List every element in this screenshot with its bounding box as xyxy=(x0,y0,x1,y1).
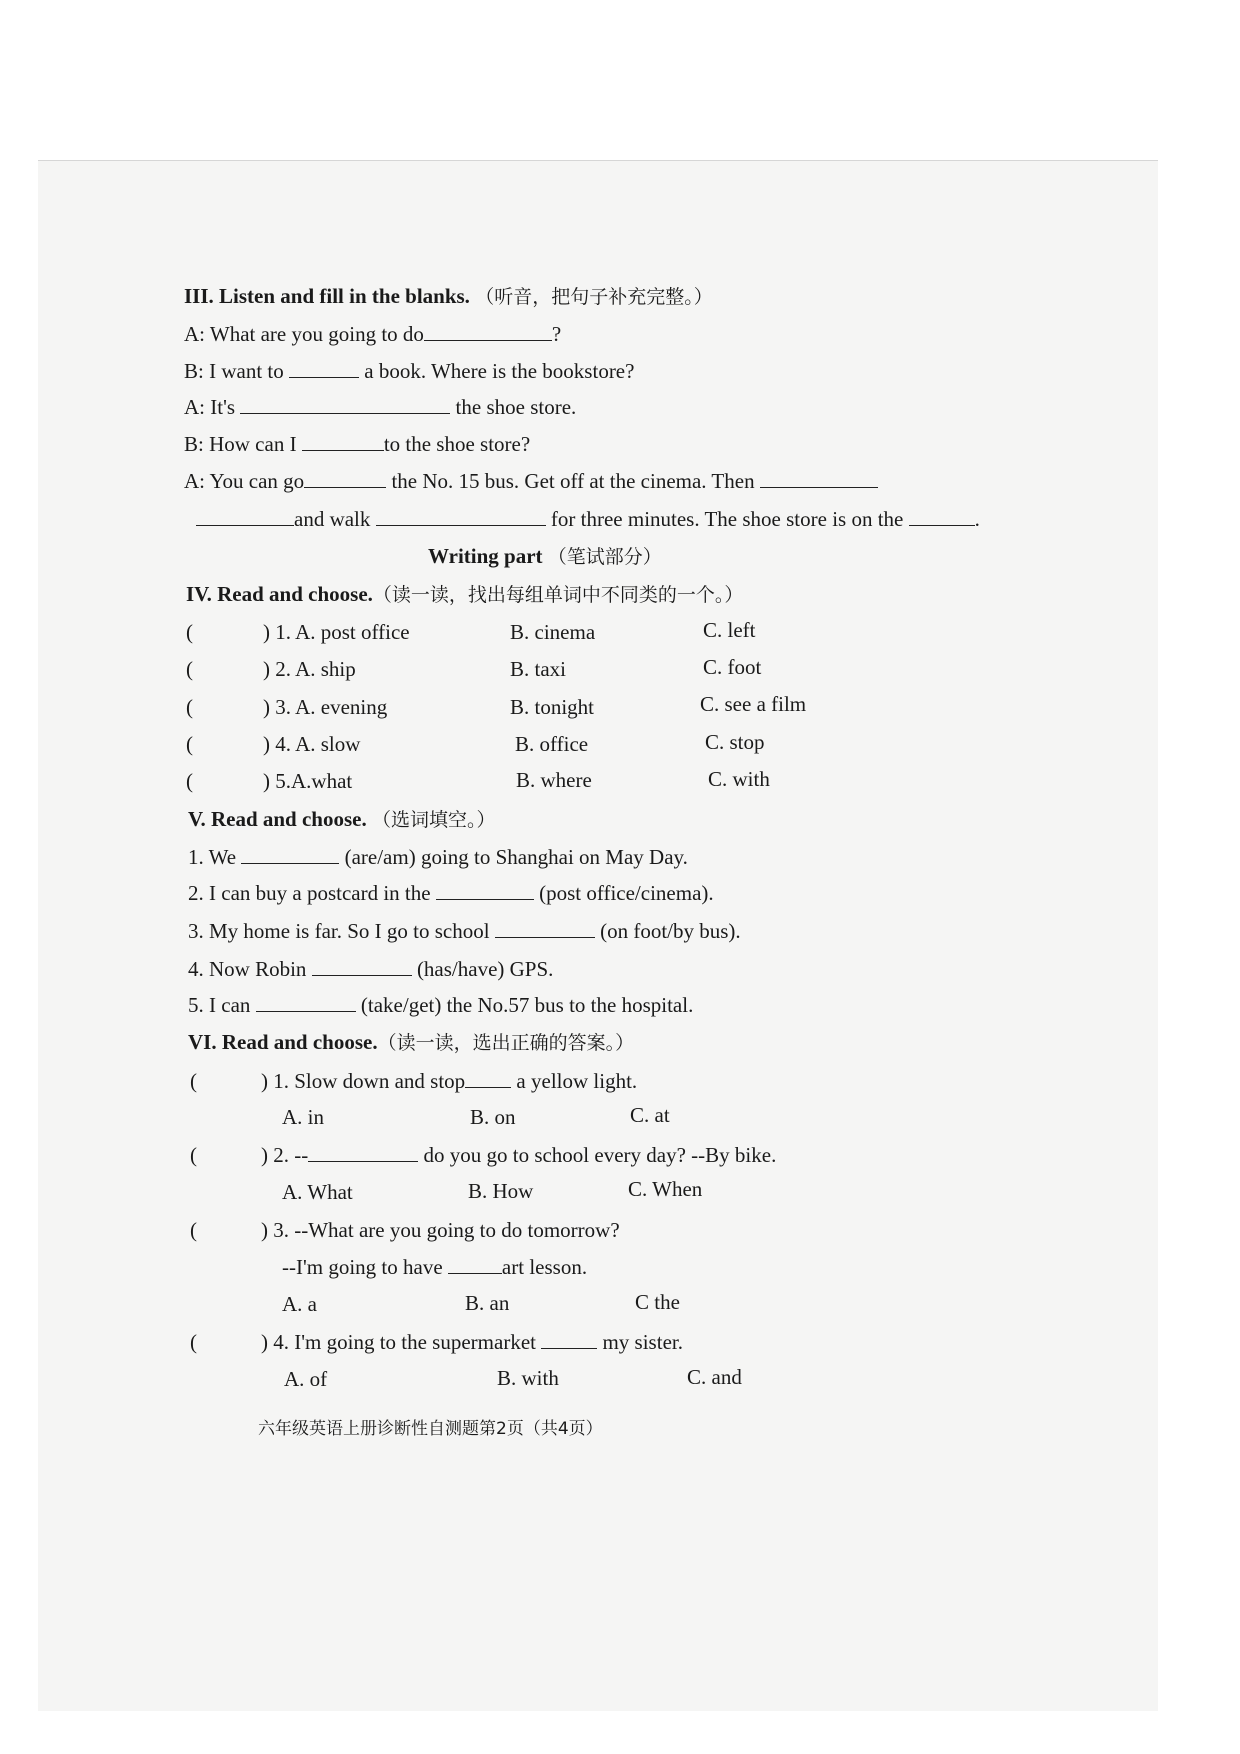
option-c: C. at xyxy=(630,1103,670,1127)
option-c: C. left xyxy=(703,618,756,642)
section-3-heading: III. Listen and fill in the blanks. （听音，把句子补充完整。） xyxy=(184,284,713,308)
answer-blank[interactable] xyxy=(304,467,386,488)
option-b: B. with xyxy=(497,1366,559,1390)
option-b: B. where xyxy=(516,768,592,792)
answer-blank[interactable] xyxy=(289,357,359,378)
answer-blank[interactable] xyxy=(241,843,339,864)
option-c: C. stop xyxy=(705,730,765,754)
option-c: C the xyxy=(635,1290,680,1314)
option-c: C. with xyxy=(708,767,770,791)
answer-blank[interactable] xyxy=(312,955,412,976)
mc-question-3: ( ) 3. --What are you going to do tomorrow? xyxy=(190,1218,620,1242)
option-c: C. and xyxy=(687,1365,742,1389)
mc-question-3-answer-line: --I'm going to have art lesson. xyxy=(282,1255,588,1279)
fill-item: 4. Now Robin (has/have) GPS. xyxy=(188,957,554,981)
page-footer: 六年级英语上册诊断性自测题第2页（共4页） xyxy=(258,1419,603,1439)
answer-blank[interactable] xyxy=(465,1067,511,1088)
dialog-line-2: B: I want to a book. Where is the bookstore? xyxy=(184,359,635,383)
answer-blank[interactable] xyxy=(240,393,450,414)
section-5-heading: V. Read and choose. （选词填空。） xyxy=(188,807,496,831)
answer-blank[interactable] xyxy=(376,505,546,526)
answer-blank[interactable] xyxy=(424,320,552,341)
option-b: B. How xyxy=(468,1179,534,1203)
fill-item: 3. My home is far. So I go to school (on foot/by bus). xyxy=(188,919,741,943)
fill-item: 2. I can buy a postcard in the (post office/cinema). xyxy=(188,881,714,905)
option-b: B. on xyxy=(470,1105,516,1129)
option-c: C. foot xyxy=(703,655,762,679)
answer-blank[interactable] xyxy=(495,917,595,938)
option-b: B. an xyxy=(465,1291,510,1315)
option-b: B. tonight xyxy=(510,695,595,719)
answer-blank[interactable] xyxy=(308,1141,418,1162)
section-6-heading: VI. Read and choose.（读一读，选出正确的答案。） xyxy=(188,1030,635,1054)
question-row: ( ) 1. A. post office xyxy=(186,620,410,644)
fill-item: 1. We (are/am) going to Shanghai on May Day. xyxy=(188,845,688,869)
mc-question-4: ( ) 4. I'm going to the supermarket my sister. xyxy=(190,1330,683,1354)
question-row: ( ) 4. A. slow xyxy=(186,732,361,756)
dialog-line-6: and walk for three minutes. The shoe store is on the . xyxy=(196,505,980,532)
option-a: A. in xyxy=(282,1105,324,1129)
dialog-line-5: A: You can go the No. 15 bus. Get off at the cinema. Then xyxy=(184,467,878,494)
section-4-heading: IV. Read and choose.（读一读，找出每组单词中不同类的一个。） xyxy=(186,582,744,606)
answer-blank[interactable] xyxy=(436,879,534,900)
question-row: ( ) 2. A. ship xyxy=(186,657,356,681)
answer-blank[interactable] xyxy=(256,991,356,1012)
answer-blank[interactable] xyxy=(302,430,384,451)
option-c: C. see a film xyxy=(700,692,807,716)
writing-part-heading: Writing part （笔试部分） xyxy=(428,544,662,568)
option-b: B. cinema xyxy=(510,620,596,644)
option-a: A. What xyxy=(282,1180,353,1204)
answer-blank[interactable] xyxy=(448,1253,502,1274)
answer-blank[interactable] xyxy=(541,1328,597,1349)
answer-blank[interactable] xyxy=(196,505,294,526)
answer-blank[interactable] xyxy=(909,505,975,526)
mc-question-2: ( ) 2. -- do you go to school every day? --By bike. xyxy=(190,1143,777,1167)
option-a: A. of xyxy=(284,1367,328,1391)
option-a: A. a xyxy=(282,1292,317,1316)
question-row: ( ) 5.A.what xyxy=(186,769,353,793)
dialog-line-1: A: What are you going to do ? xyxy=(184,322,562,346)
answer-blank[interactable] xyxy=(760,467,878,488)
question-row: ( ) 3. A. evening xyxy=(186,695,388,719)
mc-question-1: ( ) 1. Slow down and stop a yellow light. xyxy=(190,1069,638,1093)
dialog-line-4: B: How can I to the shoe store? xyxy=(184,432,531,456)
option-b: B. taxi xyxy=(510,657,566,681)
option-c: C. When xyxy=(628,1177,703,1201)
fill-item: 5. I can (take/get) the No.57 bus to the hospital. xyxy=(188,993,694,1017)
dialog-line-3: A: It's the shoe store. xyxy=(184,395,577,419)
option-b: B. office xyxy=(515,732,589,756)
